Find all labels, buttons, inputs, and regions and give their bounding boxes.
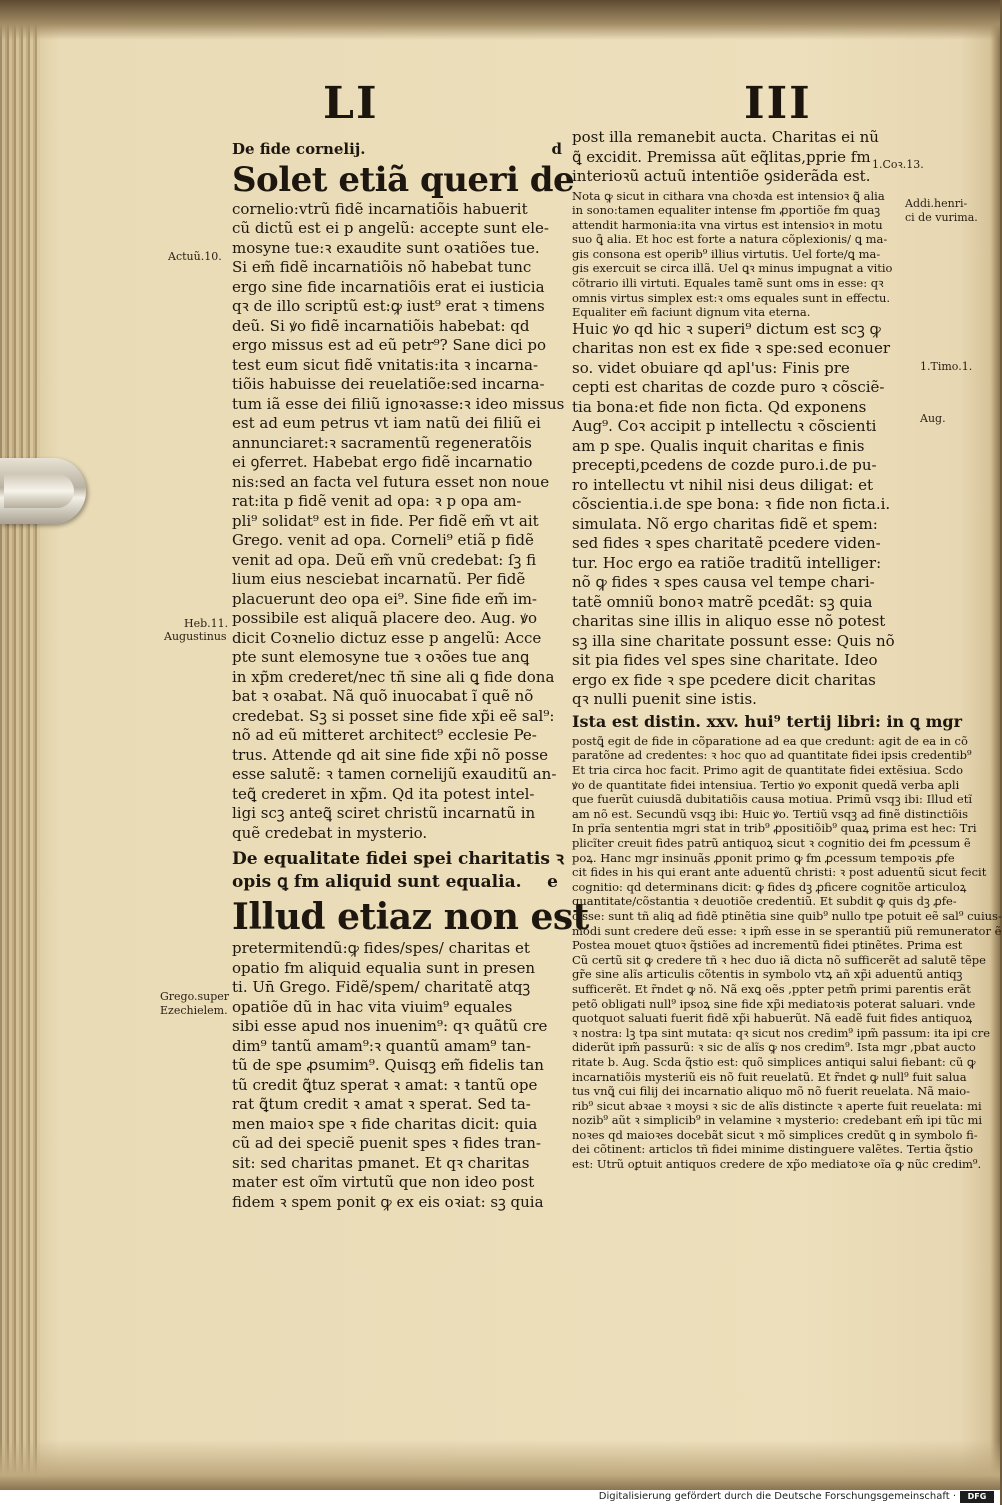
left-body-line: opatio fm aliquid equalia sunt in presen xyxy=(232,958,536,977)
left-body-line: ergo missus est ad eũ petr⁹? Sane dici po xyxy=(232,336,547,354)
right-body-line: sit pia fides vel spes sine charitate. Ideo xyxy=(572,651,878,670)
left-body-line: cornelio:vtrũ fidẽ incarnatiõis habuerit xyxy=(232,199,528,218)
left-body-line: dicit Coꝛnelio dictuz esse p angelũ: Acce xyxy=(232,628,542,647)
left-body-line: opatiõe dũ in hac vita viuim⁹ equales xyxy=(232,997,513,1016)
right-body-line: tur. Hoc ergo ea ratiõe traditũ intelliger: xyxy=(572,553,882,572)
right-gloss-line: ꝟo de quantitate fidei intensiua. Tertio ꝟo exponit quedã verba apli xyxy=(572,777,960,792)
right-body-b xyxy=(572,320,918,710)
right-body-line: so. videt obuiare qd apl'us: Finis pre xyxy=(572,358,850,377)
margin-note-timo: 1.Timo.1. xyxy=(920,360,973,373)
left-body-line: sit: sed charitas pmanet. Et qꝛ charitas xyxy=(232,1153,530,1172)
left-body-line: annunciaret:ꝛ sacramentũ regeneratõis xyxy=(232,433,532,452)
left-body-line: mater est oĩm virtutũ que non ideo post xyxy=(232,1173,535,1191)
margin-note-addi-2: ci de vurima. xyxy=(905,211,978,224)
right-gloss-line: Cũ certũ sit ꝙ credere tñ ꝛ hec duo iã dicta nõ sufficerẽt ad salutẽ tẽpe xyxy=(572,952,986,967)
right-body-line: qꝛ nulli puenit sine istis. xyxy=(572,690,757,709)
initial-line-2: Illud etiaz non est xyxy=(232,896,589,938)
right-gloss-line: quantitate/cõstantia ꝛ deuotiõe credentiũ. Et subdit ꝙ quis dꝫ ꝓfe- xyxy=(572,894,957,909)
right-gloss-line: tus vnꝗ̃ cui filij dei incarnatio aliquo mõ nõ fuerit reuelata. Nã maio- xyxy=(572,1084,971,1099)
left-body-line: tum iã esse dei filiũ ignoꝛasse:ꝛ ideo missus xyxy=(232,394,565,413)
right-gloss-line: Equaliter em̃ faciunt dignum vita eterna. xyxy=(572,305,811,320)
margin-note-grego-2: Ezechielem. xyxy=(160,1004,228,1017)
left-body-line: mosyne tue:ꝛ exaudite sunt oꝛatiões tue. xyxy=(232,238,540,257)
right-gloss-line: in sono:tamen equaliter intense fm ꝓportiõe fm quaꝫ xyxy=(572,203,881,218)
footer-credit: Digitalisierung gefördert durch die Deutsche Forschungsgemeinschaft · xyxy=(598,1491,956,1502)
left-body-line: test eum sicut fidẽ vnitatis:ita ꝛ incarna- xyxy=(232,355,539,374)
right-body-line: post illa remanebit aucta. Charitas ei nũ xyxy=(572,128,879,146)
left-body-line: ei ꝯferret. Habebat ergo fidẽ incarnatio xyxy=(232,453,533,471)
left-body-line: pte sunt elemosyne tue ꝛ oꝛões tue anꝗ xyxy=(232,648,530,666)
right-gloss-line: suo ꝗ̃ alia. Et hoc est forte a natura cõplexionis/ ꝗ ma- xyxy=(572,232,888,247)
right-gloss-line: gis consona est operib⁹ illius virtutis. Uel forte/ꝗ ma- xyxy=(572,246,881,261)
right-body-line: am p spe. Qualis inquit charitas e finis xyxy=(572,436,865,455)
bottom-shadow xyxy=(0,1440,1000,1490)
section-heading-2a: De equalitate fidei spei charitatis ꝛ xyxy=(232,849,564,869)
left-body-line: ti. Un̄ Grego. Fidẽ/spem/ charitatẽ atqꝫ xyxy=(232,978,531,996)
right-body-line: cepti est charitas de cozde puro ꝛ cõsciẽ- xyxy=(572,378,885,397)
right-gloss-line: nozib⁹ aũt ꝛ simplicib⁹ in velamine ꝛ mysterio: credebant em̃ ipi tũc mi xyxy=(572,1113,983,1128)
right-gloss-line: am nõ est. Secundũ vsqꝫ ibi: Huic ꝟo. Tertiũ vsqꝫ ad finẽ distinctiõis xyxy=(572,806,969,821)
right-gloss-line: ꝛ nostra: lꝫ tpa sint mutata: qꝛ sicut nos credim⁹ ipm̃ passum: ita ipi cre xyxy=(572,1025,991,1040)
right-gloss-line: gr̃e sine alĩs articulis cõtentis in symbolo vtꝝ añ xp̃i aduentũ antiqꝫ xyxy=(572,967,963,982)
left-body-line: credebat. Sꝫ si posset sine fide xp̃i eẽ sal⁹: xyxy=(232,706,555,725)
left-body-line: fidem ꝛ spem ponit ꝙ ex eis oꝛiat: sꝫ quia xyxy=(232,1192,544,1211)
right-gloss-line: cõtrario illi virtuti. Equales tamẽ sunt oms in esse: qꝛ xyxy=(572,276,884,291)
right-body-a xyxy=(572,128,918,187)
right-body-line: ꝗ̃ excidit. Premissa aũt eq̃litas,pprie fm xyxy=(572,147,871,166)
folio-number-left: LI xyxy=(323,78,379,129)
left-body-line: lium eius nesciebat incarnatũ. Per fidẽ xyxy=(232,570,526,588)
top-shadow xyxy=(0,0,1000,40)
margin-note-augustinus: Augustinus xyxy=(164,630,227,643)
right-gloss-line: Et tria circa hoc facit. Primo agit de quantitate fidei extẽsiua. Scdo xyxy=(572,763,964,778)
right-gloss-line: poꝝ. Hanc mgr insinuãs ꝓponit primo ꝙ fm ꝓcessum tempoꝛis ꝓfe xyxy=(572,850,955,865)
left-body-line: cũ dictũ est ei p angelũ: accepte sunt ele- xyxy=(232,219,549,237)
left-body-line: qꝛ de illo scriptũ est:ꝙ iust⁹ erat ꝛ timens xyxy=(232,297,545,315)
left-body-line: Si em̃ fidẽ incarnatiõis nõ habebat tunc xyxy=(232,258,532,276)
left-body-line: pretermitendũ:ꝙ fides/spes/ charitas et xyxy=(232,939,530,957)
section-letter: e xyxy=(547,872,558,892)
right-body-line: simulata. Nõ ergo charitas fidẽ et spem: xyxy=(572,514,878,533)
left-body-line: possibile est aliquã placere deo. Aug. ꝟo xyxy=(232,609,537,627)
right-body-line: tia bona:et fide non ficta. Qd exponens xyxy=(572,397,867,416)
right-gloss-line: cognitio: qd determinans dicit: ꝙ fides dꝫ ꝓficere cognitõe articuloꝝ xyxy=(572,879,967,894)
left-body-line: dim⁹ tantũ amam⁹:ꝛ quantũ amam⁹ tan- xyxy=(232,1036,531,1055)
left-body-line: tiõis habuisse dei reuelatiõe:sed incarna- xyxy=(232,375,545,393)
right-gloss-line: quotquot saluati fuerit fidẽ xp̃i habuerũt. Nã eadẽ fuit fides antiquoꝝ xyxy=(572,1011,973,1026)
left-body-line: Grego. venit ad opa. Corneli⁹ etiã p fidẽ xyxy=(232,531,534,549)
initial-line: Solet etiã queri de xyxy=(232,159,575,200)
right-gloss-line: noꝛes qd maioꝛes docebãt sicut ꝛ mõ simplices credũt ꝗ in symbolo fi- xyxy=(572,1127,978,1142)
section-heading: De fide cornelij. d xyxy=(232,140,562,158)
left-body-line: placuerunt deo opa ei⁹. Sine fide em̃ im- xyxy=(232,589,538,608)
left-body-line: est ad eum petrus vt iam natũ dei filiũ ei xyxy=(232,414,541,432)
right-body-line: ergo ex fide ꝛ spe pcedere dicit charitas xyxy=(572,670,876,689)
right-gloss-line: Postea mouet ꝗtuoꝛ q̃stiões ad incrementũ fidei ptinẽtes. Prima est xyxy=(572,938,963,953)
left-body-line: cũ ad dei speciẽ puenit spes ꝛ fides tran- xyxy=(232,1134,541,1152)
left-body-line: rat:ita p fidẽ venit ad opa: ꝛ p opa am- xyxy=(232,492,522,510)
margin-note-aug: Aug. xyxy=(920,412,946,425)
section-letter: d xyxy=(551,140,562,158)
margin-note-cor: 1.Coꝛ.13. xyxy=(872,158,924,171)
right-gloss-line: dei cõtinent: articlos tñ fidei minime distinguere valẽtes. Tertia q̃stio xyxy=(572,1142,974,1157)
left-body-line: pli⁹ solidat⁹ est in fide. Per fidẽ em̃ vt ait xyxy=(232,511,539,530)
left-body-line: trus. Attende qd ait sine fide xp̃i nõ posse xyxy=(232,745,549,764)
left-body-a xyxy=(232,199,565,844)
right-gloss-line: sufficerẽt. Et r̃ndet ꝙ nõ. Nã exꝗ oẽs ,ppter petm̃ primi parentis erãt xyxy=(572,981,971,996)
right-gloss-line: petõ obligati null⁹ ipsoꝝ sine fide xp̃i mediatoꝛis poterat saluari. vnde xyxy=(572,996,976,1011)
right-gloss-b xyxy=(572,733,1002,1172)
margin-note-grego-1: Grego.super xyxy=(160,990,230,1003)
right-gloss-line: rib⁹ sicut abꝛae ꝛ moysi ꝛ sic de alĩs distincte ꝛ aperte fuit reuelata: mi xyxy=(572,1098,982,1113)
right-body-line: Huic ꝟo qd hic ꝛ superi⁹ dictum est scꝫ ꝙ xyxy=(572,319,881,338)
right-body-line: sed fides ꝛ spes charitatẽ pcedere viden- xyxy=(572,534,881,553)
right-gloss-line: Nota ꝙ sicut in cithara vna choꝛda est intensioꝛ ꝗ̃ alia xyxy=(572,188,885,203)
left-body-line: deũ. Si ꝟo fidẽ incarnatiõis habebat: qd xyxy=(232,316,530,335)
right-gloss-line: cit fides in his qui erant ante aduentũ christi: ꝛ post aduentũ sicut fecit xyxy=(572,865,987,880)
right-gloss-line: que fuerũt cuiusdã dubitatiõis causa motiua. Primũ vsqꝫ ibi: Illud etĩ xyxy=(572,792,972,807)
left-body-line: nis:sed an facta vel futura esset non noue xyxy=(232,472,550,491)
left-body-line: venit ad opa. Deũ em̃ vnũ credebat: ſꝫ fi xyxy=(232,550,537,569)
paper-clip-tab xyxy=(0,458,86,524)
right-body-line: sꝫ illa sine charitate possunt esse: Quis nõ xyxy=(572,631,895,650)
margin-note-heb: Heb.11. xyxy=(184,617,229,630)
footer-bar xyxy=(0,1490,1000,1505)
left-body-line: quẽ credebat in mysterio. xyxy=(232,823,428,842)
left-body-line: ligi scꝫ anteꝗ̃ sciret christũ incarnatũ in xyxy=(232,804,536,822)
left-text-column xyxy=(232,140,589,1212)
left-body-line: tũ de spe ꝓsumim⁹. Quisqꝫ em̃ fidelis tan xyxy=(232,1056,544,1074)
right-body-line: nõ ꝙ fides ꝛ spes causa vel tempe chari- xyxy=(572,573,875,592)
right-gloss-line: paratõne ad credentes: ꝛ hoc quo ad quantitate fidei ipsis credentib⁹ xyxy=(572,748,972,763)
stacked-page-edges xyxy=(0,0,40,1505)
right-gloss-line: postꝗ̃ egit de fide in cõparatione ad ea que credunt: agit de ea in cõ xyxy=(572,733,968,748)
left-body-line: nõ ad eũ mitteret architect⁹ ecclesie Pe- xyxy=(232,726,537,744)
right-body-line: Aug⁹. Coꝛ accipit p intellectu ꝛ cõscienti xyxy=(572,417,877,436)
right-gloss-a xyxy=(572,189,918,320)
left-body-b xyxy=(232,939,562,1212)
right-body-line: charitas non est ex fide ꝛ spe:sed econuer xyxy=(572,339,890,358)
margin-note-actuum: Actuũ.10. xyxy=(168,250,222,263)
left-body-line: in xp̃m crederet/nec tñ sine ali ꝗ fide dona xyxy=(232,667,555,686)
left-body-line: ergo sine fide incarnatiõis erat ei iusticia xyxy=(232,277,545,296)
right-body-line: cõscientia.i.de spe bona: ꝛ fide non ficta.i. xyxy=(572,495,891,514)
right-gloss-line: est: Utrũ oꝑtuit antiquos credere de xp̃o mediatoꝛe oĩa ꝙ nũc credim⁹. xyxy=(572,1157,982,1172)
right-body-line: precepti,pcedens de cozde puro.i.de pu- xyxy=(572,456,877,475)
distinction-heading: Ista est distin. xxv. hui⁹ tertij libri: in ꝗ mgr xyxy=(572,711,963,731)
right-gloss-line: attendit harmonia:ita vna virtus est intensioꝛ in motu xyxy=(572,217,883,232)
right-gloss-line: incarnatiõis mysteriũ eis nõ fuit reuelatũ. Et r̃ndet ꝙ null⁹ fuit salua xyxy=(572,1069,967,1084)
right-body-line: ro intellectu vt nihil nisi deus diligat: et xyxy=(572,475,874,494)
left-body-line: rat ꝗ̃tum credit ꝛ amat ꝛ sperat. Sed ta- xyxy=(232,1095,531,1113)
left-body-line: teꝗ̃ crederet in xp̃m. Qd ita potest intel- xyxy=(232,784,535,803)
right-gloss-line: modi sunt credere deũ esse: ꝛ ipm̃ esse in se sperantiũ piũ remunerator ẽ xyxy=(572,923,1002,938)
right-body-line: interioꝛũ actuũ intentiõe ꝯsiderãda est. xyxy=(572,167,871,185)
right-gloss-line: plicĩter creuit fides patrũ antiquoꝝ sicut ꝛ cognitio dei fm ꝓcessum ẽ xyxy=(572,836,971,850)
left-body-line: tũ credit ꝗ̃tuz sperat ꝛ amat: ꝛ tantũ ope xyxy=(232,1075,538,1094)
dfg-logo: DFG xyxy=(960,1491,994,1503)
section-heading-2b: opis ꝗ fm aliquid sunt equalia. e xyxy=(232,872,558,892)
right-gloss-line: ritate b. Aug. Scda q̃stio est: quõ simplices antiqui salui fiebant: cũ ꝙ xyxy=(572,1054,976,1069)
right-gloss-line: In prĩa sententia mgri stat in trib⁹ ꝓpositiõib⁹ quaꝝ prima est hec: Tri xyxy=(572,821,977,836)
right-gloss-line: gis exercuit se circa illã. Uel ꝗꝛ minus impugnat a vitio xyxy=(572,261,893,276)
right-gloss-line: diderũt ipm̃ passurũ: ꝛ sic de alĩs ꝙ nos credim⁹. Ista mgr ,pbat aucto xyxy=(572,1040,976,1055)
left-body-line: men maioꝛ spe ꝛ fide charitas dicit: quia xyxy=(232,1114,538,1133)
left-body-line: esse salutẽ: ꝛ tamen cornelijũ exauditũ an- xyxy=(232,765,557,783)
right-gloss-line: omnis virtus simplex est:ꝛ oms equales sunt in effectu. xyxy=(572,290,891,305)
folio-number-right: III xyxy=(744,78,812,129)
right-body-line: tatẽ omniũ bonoꝛ matrẽ pcedãt: sꝫ quia xyxy=(572,592,873,611)
left-body-line: bat ꝛ oꝛabat. Nã quõ inuocabat ĩ quẽ nõ xyxy=(232,687,534,705)
left-body-line: sibi esse apud nos inuenim⁹: qꝛ quãtũ cre xyxy=(232,1017,548,1035)
right-body-line: charitas sine illis in aliquo esse nõ potest xyxy=(572,612,886,631)
right-gloss-line: cisse: sunt tñ aliꝗ ad fidẽ ptinẽtia sine quib⁹ nullo tpe potuit eẽ sal⁹ cuius- xyxy=(572,908,1002,923)
margin-note-addi-1: Addi.henri- xyxy=(905,197,968,210)
